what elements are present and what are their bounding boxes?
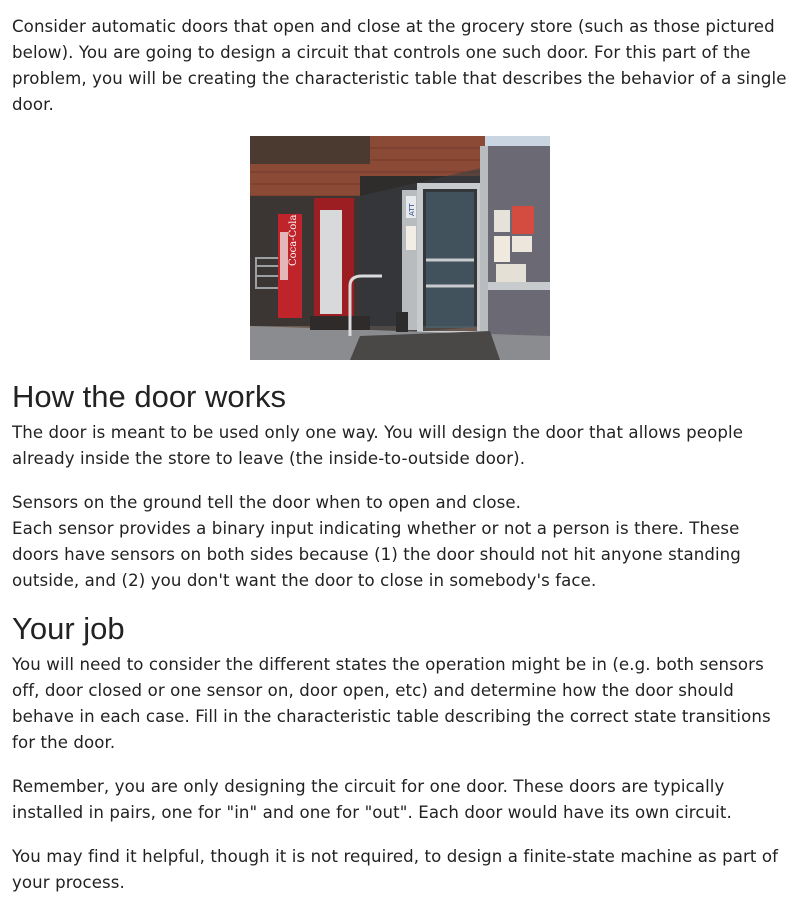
job-paragraph-2: Remember, you are only designing the circuit for one door. These doors are typically installed in pairs, one for "in" and one for "out". Each door would have its own circuit. bbox=[12, 777, 732, 822]
section-heading-how-door-works: How the door works bbox=[12, 379, 286, 414]
job-paragraph-3: You may find it helpful, though it is not required, to design a finite-state machine as part of your process. bbox=[12, 847, 779, 892]
how-paragraph-2 bbox=[12, 490, 790, 594]
door-sign-text: ATT bbox=[408, 203, 416, 216]
intro-paragraph: Consider automatic doors that open and close at the grocery store (such as those pictured below). You are going to design a circuit that controls one such door. For this part of the problem, you will be creating the characteristic table that describes the behavior of a single door. bbox=[12, 17, 787, 114]
section-heading-your-job: Your job bbox=[12, 611, 125, 646]
soda-machine-brand-text: Coca-Cola bbox=[288, 214, 299, 266]
how-paragraph-1: The door is meant to be used only one way. You will design the door that allows people already inside the store to leave (the inside-to-outside door). bbox=[12, 423, 744, 468]
job-paragraph-1: You will need to consider the different states the operation might be in (e.g. both sensors off, door closed or one sensor on, door open, etc) and determine how the door should behave in each case. Fill in the characteristic table describing the correct state transitions for the door. bbox=[12, 655, 771, 752]
how-paragraph-2-line-2: Each sensor provides a binary input indicating whether or not a person is there. These doors have sensors on both sides because (1) the door should not hit anyone standing outside, and (2) you don't want the door to close in somebody's face. bbox=[12, 519, 741, 590]
grocery-door-photo bbox=[250, 136, 550, 360]
article bbox=[12, 14, 790, 896]
grocery-door-photo-illustration bbox=[250, 136, 550, 360]
how-paragraph-2-line-1: Sensors on the ground tell the door when to open and close. bbox=[12, 493, 522, 512]
